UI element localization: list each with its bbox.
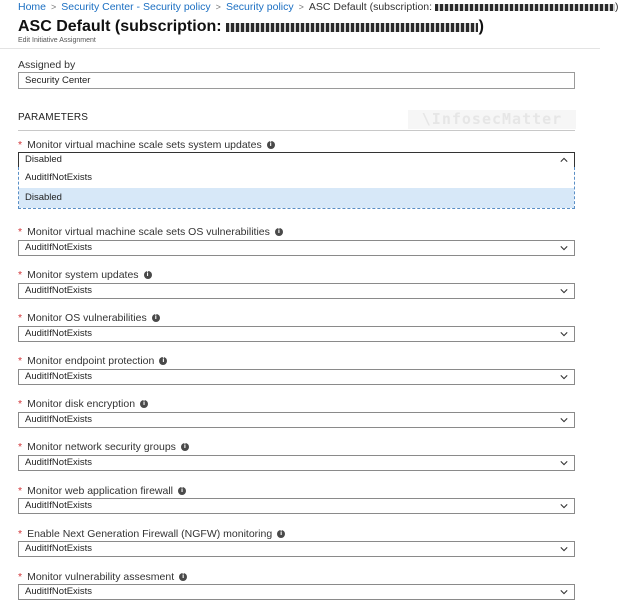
info-icon[interactable]: i <box>277 530 285 538</box>
param-label-web-application-firewall <box>18 485 186 497</box>
select-vmss-os-vulnerabilities[interactable] <box>18 240 575 256</box>
breadcrumb-current-close: ) <box>615 1 619 13</box>
chevron-down-icon <box>560 588 568 596</box>
param-label-text: Monitor virtual machine scale sets OS vulnerabilities <box>27 226 270 238</box>
required-asterisk: * <box>18 312 23 324</box>
watermark: \InfosecMatter <box>408 110 576 129</box>
select-value: Disabled <box>25 154 62 165</box>
breadcrumb-security-center-policy[interactable]: Security Center - Security policy <box>61 1 211 13</box>
chevron-down-icon <box>560 373 568 381</box>
select-value: AuditIfNotExists <box>25 586 93 597</box>
chevron-down-icon <box>560 330 568 338</box>
breadcrumb <box>18 0 619 14</box>
redacted-subscription-id <box>435 4 615 11</box>
param-label-os-vulnerabilities <box>18 312 160 324</box>
chevron-down-icon <box>560 287 568 295</box>
page-title-row <box>18 18 484 36</box>
chevron-down-icon <box>560 459 568 467</box>
required-asterisk: * <box>18 441 23 453</box>
select-vmss-system-updates[interactable] <box>18 152 575 168</box>
param-label-text: Monitor network security groups <box>27 441 176 453</box>
info-icon[interactable]: i <box>144 271 152 279</box>
page-title: ASC Default (subscription: <box>18 18 222 35</box>
required-asterisk: * <box>18 528 23 540</box>
info-icon[interactable]: i <box>267 141 275 149</box>
assigned-by-label: Assigned by <box>18 59 76 71</box>
page-subtitle: Edit Initiative Assignment <box>18 37 96 44</box>
required-asterisk: * <box>18 571 23 583</box>
param-label-vulnerability-assessment <box>18 571 187 583</box>
select-value: AuditIfNotExists <box>25 457 93 468</box>
breadcrumb-home[interactable]: Home <box>18 1 47 13</box>
param-label-endpoint-protection <box>18 355 167 367</box>
select-value: AuditIfNotExists <box>25 285 93 296</box>
chevron-down-icon <box>560 545 568 553</box>
select-os-vulnerabilities[interactable] <box>18 326 575 342</box>
breadcrumb-current: ASC Default (subscription: <box>308 1 433 13</box>
select-value: AuditIfNotExists <box>25 328 93 339</box>
info-icon[interactable]: i <box>152 314 160 322</box>
redacted-subscription-id <box>226 23 478 32</box>
dropdown-option-disabled[interactable]: Disabled <box>19 188 574 208</box>
assigned-by-field: Security Center <box>18 72 575 89</box>
chevron-right-icon: > <box>298 2 304 12</box>
param-label-text: Monitor vulnerability assesment <box>27 571 175 583</box>
select-value: AuditIfNotExists <box>25 414 93 425</box>
param-label-disk-encryption <box>18 398 148 410</box>
chevron-right-icon: > <box>51 2 57 12</box>
param-label-text: Monitor endpoint protection <box>27 355 155 367</box>
param-label-text: Enable Next Generation Firewall (NGFW) monitoring <box>27 528 273 540</box>
info-icon[interactable]: i <box>179 573 187 581</box>
select-endpoint-protection[interactable] <box>18 369 575 385</box>
param-label-text: Monitor OS vulnerabilities <box>27 312 147 324</box>
select-web-application-firewall[interactable] <box>18 498 575 514</box>
section-divider <box>18 130 575 131</box>
select-network-security-groups[interactable] <box>18 455 575 471</box>
info-icon[interactable]: i <box>140 400 148 408</box>
header-divider <box>0 48 600 49</box>
parameters-heading: PARAMETERS <box>18 112 89 123</box>
required-asterisk: * <box>18 139 23 151</box>
select-value: AuditIfNotExists <box>25 500 93 511</box>
select-ngfw-monitoring[interactable] <box>18 541 575 557</box>
chevron-down-icon <box>560 502 568 510</box>
param-label-text: Monitor virtual machine scale sets system updates <box>27 139 262 151</box>
required-asterisk: * <box>18 355 23 367</box>
param-label-vmss-system-updates <box>18 139 275 151</box>
breadcrumb-security-policy[interactable]: Security policy <box>225 1 294 13</box>
info-icon[interactable]: i <box>178 487 186 495</box>
param-label-text: Monitor system updates <box>27 269 139 281</box>
chevron-down-icon <box>560 416 568 424</box>
param-label-network-security-groups <box>18 441 189 453</box>
param-label-vmss-os-vulnerabilities <box>18 226 283 238</box>
required-asterisk: * <box>18 485 23 497</box>
select-system-updates[interactable] <box>18 283 575 299</box>
dropdown-options-list <box>18 167 575 209</box>
required-asterisk: * <box>18 226 23 238</box>
info-icon[interactable]: i <box>159 357 167 365</box>
required-asterisk: * <box>18 269 23 281</box>
select-value: AuditIfNotExists <box>25 242 93 253</box>
select-value: AuditIfNotExists <box>25 543 93 554</box>
info-icon[interactable]: i <box>181 443 189 451</box>
page-title-close: ) <box>478 18 484 35</box>
chevron-down-icon <box>560 244 568 252</box>
param-label-system-updates <box>18 269 152 281</box>
select-vulnerability-assessment[interactable] <box>18 584 575 600</box>
param-label-ngfw-monitoring <box>18 528 285 540</box>
chevron-right-icon: > <box>215 2 221 12</box>
required-asterisk: * <box>18 398 23 410</box>
info-icon[interactable]: i <box>275 228 283 236</box>
param-label-text: Monitor web application firewall <box>27 485 173 497</box>
select-value: AuditIfNotExists <box>25 371 93 382</box>
select-disk-encryption[interactable] <box>18 412 575 428</box>
dropdown-option-auditifnotexists[interactable]: AuditIfNotExists <box>25 172 93 183</box>
param-label-text: Monitor disk encryption <box>27 398 136 410</box>
chevron-up-icon <box>560 156 568 164</box>
